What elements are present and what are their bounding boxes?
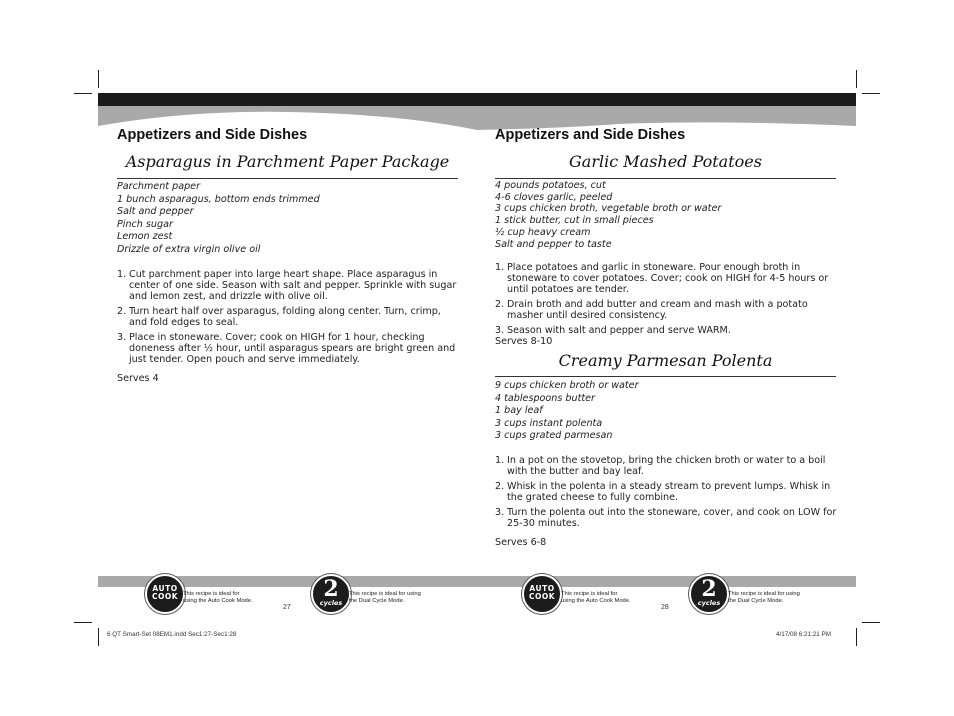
ingredient: 1 bunch asparagus, bottom ends trimmed: [117, 193, 320, 205]
step-number: 2.: [495, 481, 505, 492]
step-number: 2.: [495, 299, 505, 310]
date-slug: 4/17/08 6:21:21 PM: [776, 631, 831, 638]
section-heading: Appetizers and Side Dishes: [117, 127, 308, 143]
badge-text: cycles: [697, 599, 721, 607]
dual-cycle-note: [728, 591, 800, 605]
dual-cycle-icon: [311, 574, 351, 614]
section-heading: Appetizers and Side Dishes: [495, 127, 686, 143]
step-text: Drain broth and add butter and cream and mash with a potato masher until desired consistency.: [507, 299, 808, 321]
auto-cook-icon: [522, 574, 562, 614]
step-text: Turn the polenta out into the stoneware, cover, and cook on LOW for 25-30 minutes.: [507, 507, 837, 529]
ingredient: ½ cup heavy cream: [495, 226, 591, 238]
note-line: using the Auto Cook Mode.: [183, 598, 253, 604]
step-number: 2.: [117, 306, 127, 317]
step-text: Place potatoes and garlic in stoneware. Pour enough broth in stoneware to cover potatoes. Cover; cook on HIGH for 4-5 hours or until potatoes are tender.: [507, 262, 829, 295]
step-item: [495, 299, 837, 321]
recipe-title: Garlic Mashed Potatoes: [569, 152, 762, 171]
step-item: [495, 455, 837, 477]
title-rule: [495, 376, 836, 377]
crop-mark: [98, 70, 99, 88]
step-number: 1.: [495, 262, 505, 273]
dual-cycle-icon: [689, 574, 729, 614]
badge-text: COOK: [151, 592, 179, 601]
ingredient: Salt and pepper to taste: [495, 238, 612, 250]
step-text: Season with salt and pepper and serve WARM.: [507, 325, 731, 336]
ingredient: 3 cups grated parmesan: [495, 430, 613, 442]
step-list: [117, 269, 457, 369]
ingredient: Parchment paper: [117, 181, 201, 192]
ingredient: 1 stick butter, cut in small pieces: [495, 215, 654, 227]
serves-text: Serves 6-8: [495, 537, 547, 548]
step-list: [495, 455, 837, 533]
title-rule: [495, 178, 836, 179]
page-number: 27: [283, 604, 291, 611]
note-line: This recipe is ideal for using: [728, 591, 800, 597]
step-text: Place in stoneware. Cover; cook on HIGH for 1 hour, checking doneness after ½ hour, until asparagus spears are bright green and just tender. Open pouch and serve immediately.: [129, 332, 456, 365]
step-item: [117, 269, 457, 302]
auto-cook-icon: [145, 574, 185, 614]
crop-mark: [98, 628, 99, 646]
step-item: [117, 332, 457, 365]
crop-mark: [856, 70, 857, 88]
badge-text: AUTO: [529, 584, 555, 593]
recipe-title: Asparagus in Parchment Paper Package: [125, 152, 450, 171]
note-line: the Dual Cycle Mode.: [728, 598, 784, 604]
ingredient: 3 cups chicken broth, vegetable broth or water: [495, 203, 722, 215]
step-item: [495, 262, 837, 295]
note-line: the Dual Cycle Mode.: [349, 598, 405, 604]
ingredient: Lemon zest: [117, 231, 173, 243]
ingredient-list: [495, 180, 835, 250]
step-text: In a pot on the stovetop, bring the chicken broth or water to a boil with the butter and bay leaf.: [507, 455, 826, 477]
step-number: 3.: [495, 507, 505, 518]
crop-mark: [74, 622, 92, 623]
crop-mark: [862, 93, 880, 94]
footer-bar: [98, 576, 856, 587]
ingredient: Salt and pepper: [117, 206, 194, 218]
badge-text: 2: [701, 576, 717, 602]
note-line: This recipe is ideal for using: [349, 591, 421, 597]
crop-mark: [74, 93, 92, 94]
title-rule: [117, 178, 458, 179]
step-item: [495, 325, 837, 336]
step-item: [495, 481, 837, 503]
badge-text: cycles: [319, 599, 343, 607]
auto-cook-note: [183, 591, 253, 605]
step-item: [117, 306, 457, 328]
note-line: This recipe is ideal for: [183, 591, 240, 597]
auto-cook-note: [561, 591, 631, 605]
step-number: 3.: [495, 325, 505, 336]
ingredient: 1 bay leaf: [495, 405, 543, 417]
ingredient-list: [117, 181, 457, 257]
ingredient: Pinch sugar: [117, 218, 173, 230]
step-text: Turn heart half over asparagus, folding along center. Turn, crimp, and fold edges to seal.: [129, 306, 441, 328]
file-slug: 6 QT Smart-Set 08EM1.indd Sec1:27-Sec1:28: [107, 631, 237, 638]
serves-text: Serves 4: [117, 373, 159, 384]
ingredient-list: [495, 380, 835, 443]
step-number: 3.: [117, 332, 127, 343]
recipe-title: Creamy Parmesan Polenta: [558, 351, 773, 370]
ingredient: 3 cups instant polenta: [495, 417, 603, 429]
serves-text: Serves 8-10: [495, 336, 553, 347]
badge-text: COOK: [528, 592, 556, 601]
step-number: 1.: [117, 269, 127, 280]
step-list: [495, 262, 837, 340]
step-item: [495, 507, 837, 529]
ingredient: 4 pounds potatoes, cut: [495, 180, 606, 191]
step-text: Whisk in the polenta in a steady stream to prevent lumps. Whisk in the grated cheese to fully combine.: [507, 481, 831, 503]
step-number: 1.: [495, 455, 505, 466]
note-line: using the Auto Cook Mode.: [561, 598, 631, 604]
ingredient: Drizzle of extra virgin olive oil: [117, 243, 261, 255]
ingredient: 4-6 cloves garlic, peeled: [495, 191, 613, 203]
badge-text: 2: [323, 576, 339, 602]
ingredient: 4 tablespoons butter: [495, 392, 595, 404]
crop-mark: [862, 622, 880, 623]
dual-cycle-note: [349, 591, 421, 605]
note-line: This recipe is ideal for: [561, 591, 618, 597]
page-number: 28: [661, 604, 669, 611]
step-text: Cut parchment paper into large heart shape. Place asparagus in center of one side. Season with salt and pepper. Sprinkle with sugar and lemon zest, and drizzle with olive oil.: [129, 269, 457, 302]
crop-mark: [856, 628, 857, 646]
ingredient: 9 cups chicken broth or water: [495, 380, 639, 391]
badge-text: AUTO: [152, 584, 178, 593]
